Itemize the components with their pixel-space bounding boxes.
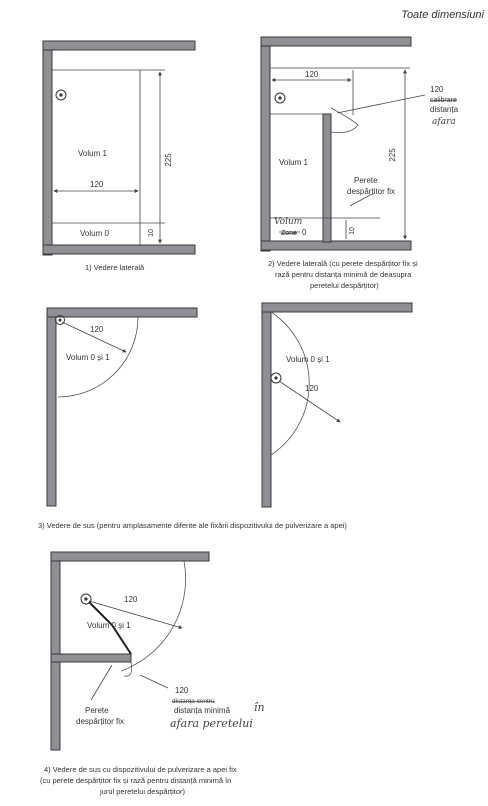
fig2-radius-value: 120 — [430, 85, 444, 94]
fig2-shower-head-dot-icon — [278, 96, 281, 99]
fig3b-zone-label: Volum 0 și 1 — [286, 355, 330, 364]
fig3a-radius-label: 120 — [90, 325, 104, 334]
fig2-zone0-handwritten: Volum — [274, 217, 303, 227]
fig1-shower-head-dot-icon — [59, 93, 62, 96]
fig3b-horizontal-wall — [262, 303, 412, 312]
figure-1-side-view — [43, 41, 195, 272]
fig4-partition-label-line1: Perete — [85, 706, 109, 715]
fig2-caption-line1: 2) Vedere laterală (cu perete despărțitor fix și — [268, 259, 418, 268]
fig3b-vertical-wall — [262, 303, 271, 507]
fig4-caption-line3: jurul peretelui despărțitor) — [100, 787, 186, 796]
fig2-caption-line2: rază pentru distanța minimă de deasupra — [275, 270, 412, 279]
figure-4-top-view-partition — [40, 552, 265, 796]
fig2-height-label: 225 — [388, 148, 397, 162]
fig1-ceiling-wall — [43, 41, 195, 50]
fig3a-vertical-wall — [47, 308, 56, 506]
fig2-partition-label-line1: Perete — [354, 176, 378, 185]
fig4-radius-struck: distanța centru — [172, 698, 215, 705]
fig2-base-label: 10 — [349, 227, 356, 235]
fig3a-horizontal-wall — [47, 308, 197, 317]
figure-3-top-view-side-wall — [262, 303, 412, 507]
fig2-caption-line3: peretelui despărțitor) — [310, 281, 379, 290]
fig3a-zone-label: Volum 0 și 1 — [66, 353, 110, 362]
fig4-caption-line2: (cu perete despărțitor fix și rază pentru distanță minimă în — [40, 776, 232, 785]
fig2-zone0-number: 0 — [302, 228, 307, 237]
fig4-radius-label-min: distanța minimă — [174, 706, 231, 715]
fig4-partition-wall — [51, 654, 131, 662]
fig1-caption: 1) Vedere laterală — [85, 263, 145, 272]
fig4-vertical-wall — [51, 552, 60, 750]
fig2-zone1-label: Volum 1 — [279, 158, 308, 167]
fig1-floor — [43, 245, 195, 254]
fig2-zone0-struck: Zone — [281, 230, 297, 237]
fig1-left-wall — [43, 41, 52, 255]
fig4-caption-line1: 4) Vedere de sus cu dispozitivului de pulverizare a apei fix — [44, 765, 237, 774]
fig3b-radius-arc — [271, 312, 309, 455]
fig2-radius-struck: calibrare — [430, 97, 457, 104]
fig4-top-wall — [51, 552, 209, 561]
header-title: Toate dimensiuni — [401, 9, 484, 21]
fig4-zone-label: Volum 0 și 1 — [87, 621, 131, 630]
fig3a-shower-head-dot-icon — [59, 319, 62, 322]
figure-3-top-view-corner — [47, 308, 197, 506]
fig1-zone0-label: Volum 0 — [80, 229, 109, 238]
fig2-partition-wall — [323, 114, 331, 242]
fig1-width-label: 120 — [90, 180, 104, 189]
fig2-partition-label-line2: despărțitor fix — [347, 187, 396, 196]
fig4-shower-head-dot-icon — [84, 597, 87, 600]
fig4-hand-line2: afara peretelui — [170, 717, 253, 730]
fig4-radius-value: 120 — [175, 686, 189, 695]
fig1-zone1-label: Volum 1 — [78, 149, 107, 158]
fig4-radius-label: 120 — [124, 595, 138, 604]
fig3-caption: 3) Vedere de sus (pentru amplasamente diferite ale fixării dispozitivului de pulverizare a apei) — [38, 521, 347, 530]
fig1-height-label: 225 — [164, 153, 173, 167]
fig2-left-wall — [261, 37, 270, 251]
fig4-hand-line1: în — [254, 701, 265, 714]
fig2-radius-handwritten: afara — [432, 117, 456, 127]
fig2-radius-label: distanța — [430, 105, 459, 114]
fig1-base-label: 10 — [148, 229, 155, 237]
fig3b-shower-head-dot-icon — [274, 376, 277, 379]
fig2-ceiling-wall — [261, 37, 411, 46]
fig4-partition-label-line2: despărțitor fix — [76, 717, 125, 726]
figure-2-side-view-partition — [261, 37, 459, 290]
fig2-floor — [261, 241, 411, 250]
fig3b-radius-label: 120 — [305, 384, 319, 393]
fig2-width-label: 120 — [305, 70, 319, 79]
